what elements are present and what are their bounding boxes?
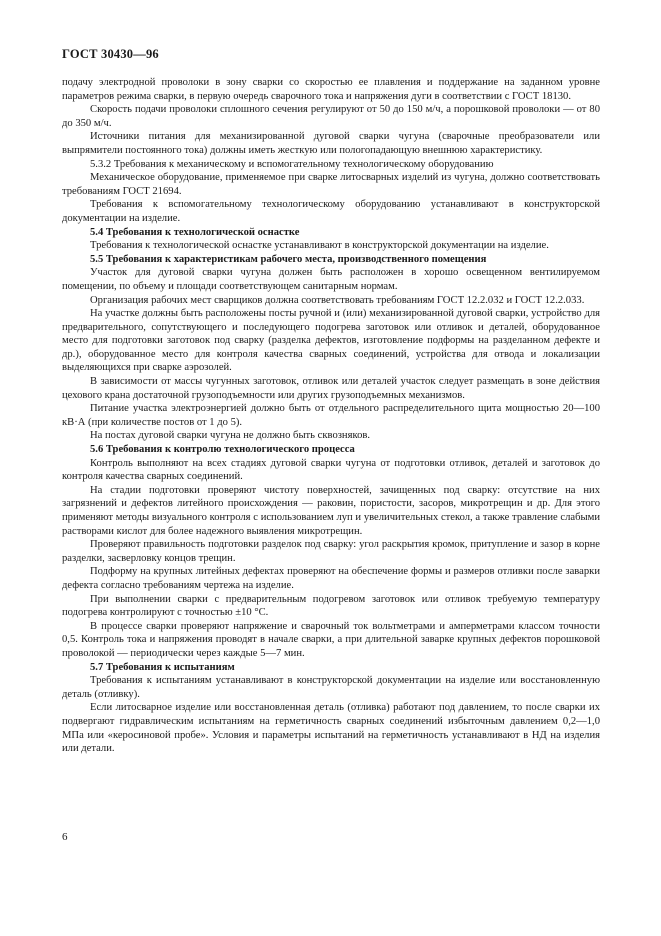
body-paragraph: При выполнении сварки с предварительным подогревом заготовок или отливок требуемую температуру подогрева контролируют с точностью ±10 °С. <box>62 593 600 619</box>
body-paragraph: Источники питания для механизированной дуговой сварки чугуна (сварочные преобразователи или выпрямители постоянного тока) должны иметь жесткую или пологопадающую внешнюю характеристику. <box>62 131 600 156</box>
body-paragraph: Требования к технологической оснастке устанавливают в конструкторской документации на изделие. <box>90 240 549 252</box>
body-paragraph: Механическое оборудование, применяемое при сварке литосварных изделий из чугуна, должно соответствовать требованиям ГОСТ 21694. <box>62 172 600 197</box>
body-paragraph: Если литосварное изделие или восстановленная деталь (отливка) работают под давлением, то после сварки их подвергают гидравлическим испытаниям на герметичность сварных соединений избыточным давлением 0,2—1,0 МПа или «керосиновой пробе». Условия и параметры испытаний на герметичность устанавливают в НД на изделия или детали. <box>62 702 600 755</box>
document-body <box>62 76 600 756</box>
body-paragraph: Скорость подачи проволоки сплошного сечения регулируют от 50 до 150 м/ч, а порошковой проволоки — от 80 до 350 м/ч. <box>62 104 600 129</box>
section-heading: 5.4 Требования к технологической оснастке <box>90 226 300 238</box>
body-paragraph: Питание участка электроэнергией должно быть от отдельного распределительного щита мощностью 20—100 кВ·А (при количестве постов от 1 до 5). <box>62 403 600 428</box>
body-paragraph: 5.3.2 Требования к механическому и вспомогательному технологическому оборудованию <box>90 158 494 170</box>
section-heading: 5.7 Требования к испытаниям <box>90 661 235 673</box>
page-number: 6 <box>62 831 68 843</box>
body-paragraph: Требования к испытаниям устанавливают в конструкторской документации на изделие или восстановленную деталь (отливку). <box>62 675 600 700</box>
body-paragraph: В зависимости от массы чугунных заготовок, отливок или деталей участок следует размещать в зоне действия цехового крана достаточной грузоподъемности или других грузоподъемных механизмов. <box>62 376 600 401</box>
body-paragraph: В процессе сварки проверяют напряжение и сварочный ток вольтметрами и амперметрами классом точности 0,5. Контроль тока и напряжения проводят в начале сварки, а при длительной заварке крупных дефектов порошковой проволокой — периодически через каждые 5—7 мин. <box>62 620 600 659</box>
body-paragraph: На участке должны быть расположены посты ручной и (или) механизированной дуговой сварки, устройство для предварительного, сопутствующего и последующего подогрева заготовок или отливок и деталей, оборудованное место для подготовки заготовок под сварку (разделка дефектов, изготовление подформы на разделанном дефекте и др.), оборудованное место для контроля качества сварных соединений, устройства для отвода и локализации выделяющихся при сварке аэрозолей. <box>62 308 600 374</box>
body-paragraph: Участок для дуговой сварки чугуна должен быть расположен в хорошо освещенном вентилируемом помещении, по объему и площади соответствующем санитарным нормам. <box>62 267 600 292</box>
body-paragraph: подачу электродной проволоки в зону сварки со скоростью ее плавления и поддержание на заданном уровне параметров режима сварки, в первую очередь сварочного тока и напряжения дуги в соответствии с ГОСТ 18130. <box>62 77 600 102</box>
body-paragraph: Организация рабочих мест сварщиков должна соответствовать требованиям ГОСТ 12.2.032 и ГОСТ 12.2.033. <box>90 294 585 306</box>
section-heading: 5.5 Требования к характеристикам рабочего места, производственного помещения <box>90 253 487 265</box>
body-paragraph: Проверяют правильность подготовки разделок под сварку: угол раскрытия кромок, притупление и зазор в корне разделки, засверловку концов трещин. <box>62 539 600 564</box>
body-paragraph: Контроль выполняют на всех стадиях дуговой сварки чугуна от подготовки отливок, деталей и заготовок до контроля качества сварных соединений. <box>62 457 600 483</box>
body-paragraph: На постах дуговой сварки чугуна не должно быть сквозняков. <box>90 430 371 442</box>
body-paragraph: Подформу на крупных литейных дефектах проверяют на обеспечение формы и размеров отливки после заварки дефекта согласно требованиям чертежа на изделие. <box>62 566 600 591</box>
body-paragraph: Требования к вспомогательному технологическому оборудованию устанавливают в конструкторской документации на изделие. <box>62 199 600 224</box>
document-header: ГОСТ 30430—96 <box>62 47 159 61</box>
section-heading: 5.6 Требования к контролю технологического процесса <box>90 444 355 456</box>
body-paragraph: На стадии подготовки проверяют чистоту поверхностей, зачищенных под сварку: отсутствие на них загрязнений и дефектов литейного происхождения — раковин, пористости, засоров, микротрещин и др. Для этого применяют методы визуального контроля с использованием луп и увеличительных стекол, а также травление слабыми растворами кислот для более надежного выявления микротрещин. <box>62 484 600 537</box>
